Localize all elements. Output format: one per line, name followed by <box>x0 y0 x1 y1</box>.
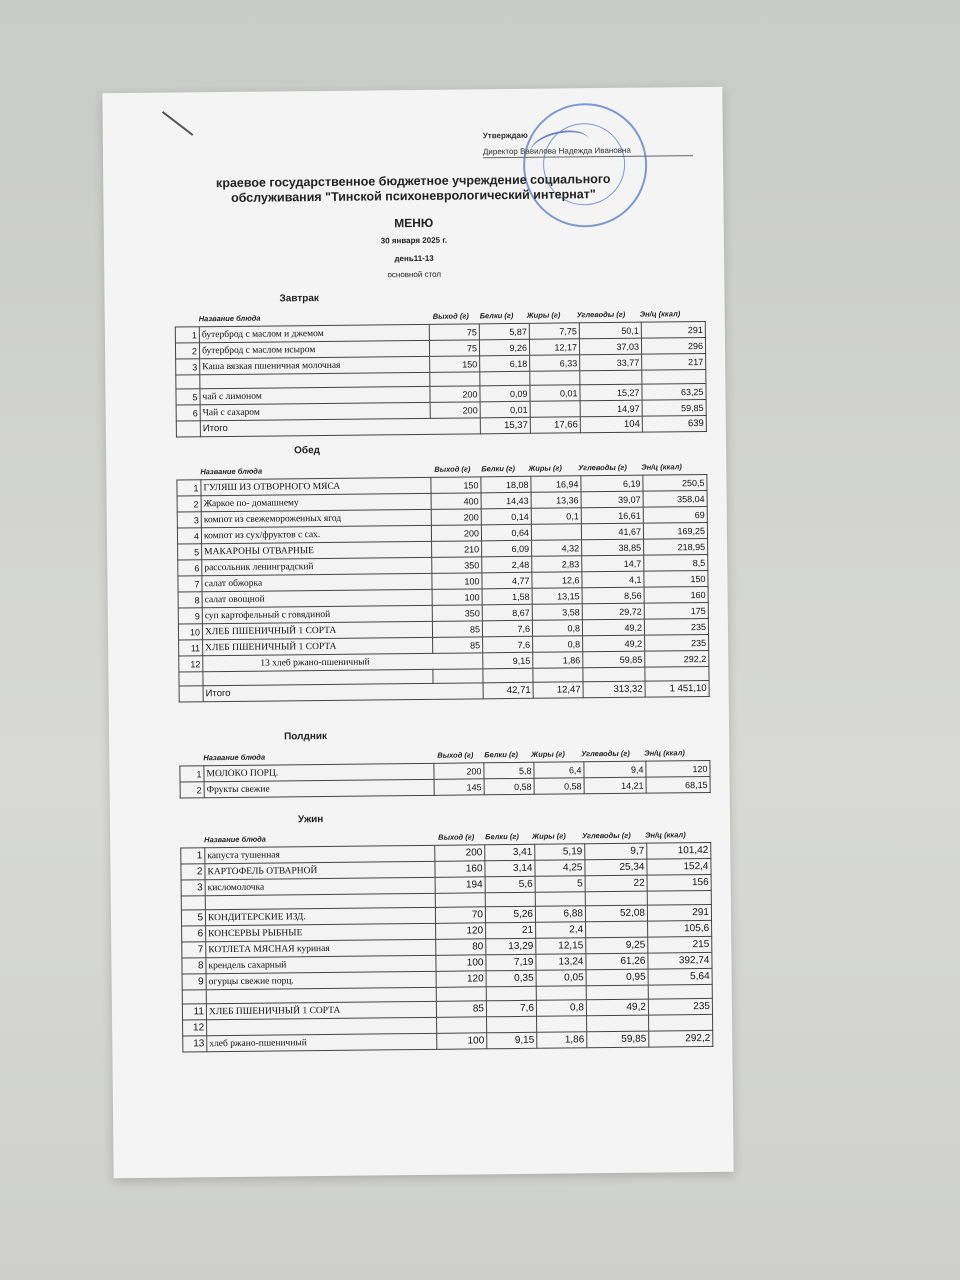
row-number: 12 <box>179 656 203 672</box>
nutrition-value: 50,1 <box>579 322 641 339</box>
nutrition-value: 235 <box>648 998 712 1015</box>
nutrition-value: 200 <box>434 763 484 780</box>
director-line: Директор Вавилова Надежда Ивановна <box>483 145 693 158</box>
nutrition-value: 200 <box>430 386 480 403</box>
column-header: Углеводы (г) <box>581 748 630 759</box>
nutrition-value: 0,1 <box>531 508 581 525</box>
row-number: 2 <box>175 343 199 359</box>
nutrition-value: 4,32 <box>532 540 582 557</box>
total-value: 12,47 <box>533 682 583 699</box>
dish-name: ГУЛЯШ ИЗ ОТВОРНОГО МЯСА <box>201 477 431 495</box>
nutrition-value <box>647 890 711 905</box>
nutrition-value: 5,26 <box>485 906 535 923</box>
nutrition-value: 7,6 <box>486 1000 536 1017</box>
menu-date: 30 января 2025 г. <box>380 235 448 246</box>
row-number: 6 <box>176 405 200 421</box>
column-header: Выход (г) <box>434 464 471 474</box>
nutrition-value: 200 <box>430 402 480 419</box>
row-number: 2 <box>177 496 201 512</box>
nutrition-value: 2,83 <box>532 556 582 573</box>
menu-table <box>179 760 710 799</box>
nutrition-value: 2,48 <box>482 556 532 573</box>
nutrition-value <box>587 1015 649 1032</box>
nutrition-value: 49,2 <box>582 619 644 636</box>
column-header: Эн/ц (ккал) <box>644 748 685 758</box>
nutrition-value: 120 <box>436 923 486 940</box>
nutrition-value: 169,25 <box>643 522 707 539</box>
nutrition-value: 85 <box>436 1001 486 1018</box>
nutrition-value: 6,33 <box>530 355 580 372</box>
dish-name: Чай с сахаром <box>200 402 430 420</box>
nutrition-value: 3,58 <box>532 604 582 621</box>
nutrition-value: 12,17 <box>529 339 579 356</box>
nutrition-value: 80 <box>436 939 486 956</box>
column-header: Название блюда <box>204 834 266 845</box>
nutrition-value: 1,86 <box>533 652 583 669</box>
nutrition-value: 0,95 <box>586 969 648 986</box>
dish-name: Каша вязкая пшеничная молочная <box>200 356 430 374</box>
nutrition-value: 6,88 <box>535 906 585 923</box>
row-number: 10 <box>178 624 202 640</box>
nutrition-value: 15,27 <box>580 384 642 401</box>
nutrition-value: 200 <box>431 525 481 542</box>
nutrition-value: 13,36 <box>531 492 581 509</box>
nutrition-value: 3,14 <box>485 860 535 877</box>
nutrition-value: 8,67 <box>482 604 532 621</box>
nutrition-value <box>436 987 486 1002</box>
nutrition-value: 0,01 <box>530 385 580 402</box>
nutrition-value: 14,97 <box>580 400 642 417</box>
nutrition-value: 200 <box>431 509 481 526</box>
row-number: 2 <box>180 782 204 798</box>
nutrition-value <box>530 371 580 386</box>
nutrition-value: 1,86 <box>537 1032 587 1049</box>
dish-name: крендель сахарный <box>206 955 436 973</box>
dish-name: салат овощной <box>202 589 432 607</box>
empty-cell <box>433 669 483 684</box>
nutrition-value: 14,21 <box>584 777 646 794</box>
column-header: Выход (г) <box>432 311 469 321</box>
nutrition-value <box>586 921 648 938</box>
section-title: Ужин <box>297 814 324 826</box>
nutrition-value: 3,41 <box>485 844 535 861</box>
menu-table <box>175 321 707 438</box>
dish-name: Жаркое по- домашнему <box>201 493 431 511</box>
total-spacer <box>176 421 200 437</box>
nutrition-value: 150 <box>431 477 481 494</box>
total-value: 1 451,10 <box>645 680 709 697</box>
nutrition-value <box>536 986 586 1001</box>
nutrition-value: 9,15 <box>487 1032 537 1049</box>
row-number: 8 <box>182 958 206 974</box>
nutrition-value: 59,85 <box>642 399 706 416</box>
nutrition-value: 292,2 <box>645 650 709 667</box>
nutrition-value: 14,7 <box>582 555 644 572</box>
total-label: Итого <box>200 418 480 437</box>
nutrition-value: 194 <box>435 877 485 894</box>
nutrition-value <box>642 369 706 384</box>
nutrition-value <box>430 372 480 387</box>
organization-line-1: краевое государственное бюджетное учреждение социального <box>215 171 611 191</box>
nutrition-value <box>486 986 536 1001</box>
nutrition-value: 100 <box>436 955 486 972</box>
dish-name: КОНДИТЕРСКИЕ ИЗД. <box>205 907 435 925</box>
nutrition-value: 350 <box>432 605 482 622</box>
total-value: 313,32 <box>583 681 645 698</box>
total-value: 42,71 <box>483 682 533 699</box>
nutrition-value: 100 <box>437 1033 487 1050</box>
nutrition-value <box>648 984 712 999</box>
row-number: 7 <box>178 576 202 592</box>
row-number: 6 <box>182 926 206 942</box>
menu-table <box>176 474 709 703</box>
nutrition-value: 400 <box>431 493 481 510</box>
nutrition-value: 296 <box>641 337 705 354</box>
nutrition-value <box>585 891 647 906</box>
nutrition-value: 75 <box>429 340 479 357</box>
nutrition-value: 358,04 <box>643 490 707 507</box>
dish-name: бутерброд с маслом исыром <box>199 340 429 358</box>
nutrition-value: 49,2 <box>586 999 648 1016</box>
nutrition-value: 85 <box>432 621 482 638</box>
dish-name: кисломолочка <box>205 877 435 895</box>
nutrition-value <box>487 1016 537 1033</box>
nutrition-value: 39,07 <box>581 491 643 508</box>
nutrition-value: 7,19 <box>486 954 536 971</box>
row-number: 9 <box>178 608 202 624</box>
nutrition-value: 0,01 <box>480 401 530 418</box>
approved-label: Утверждаю <box>482 130 528 141</box>
nutrition-value <box>480 371 530 386</box>
nutrition-value: 5,64 <box>648 968 712 985</box>
row-number: 8 <box>178 592 202 608</box>
nutrition-value <box>485 892 535 907</box>
nutrition-value <box>537 1016 587 1033</box>
organization-line-2: обслуживания "Тинской психоневрологический интернат" <box>231 187 596 205</box>
nutrition-value <box>649 1014 713 1031</box>
column-header: Жиры (г) <box>532 831 566 841</box>
row-number: 5 <box>178 544 202 560</box>
column-header: Выход (г) <box>437 750 474 760</box>
dish-name: хлеб ржано-пшеничный <box>207 1033 437 1051</box>
nutrition-value: 8,56 <box>582 587 644 604</box>
column-header: Белки (г) <box>481 463 516 474</box>
row-number: 1 <box>181 848 205 864</box>
column-header: Углеводы (г) <box>582 830 631 841</box>
empty-cell <box>483 668 533 683</box>
nutrition-value: 63,25 <box>642 383 706 400</box>
nutrition-value: 9,25 <box>586 937 648 954</box>
nutrition-value: 100 <box>432 573 482 590</box>
nutrition-value: 6,09 <box>482 540 532 557</box>
dish-name: КОНСЕРВЫ РЫБНЫЕ <box>206 923 436 941</box>
nutrition-value: 8,5 <box>644 554 708 571</box>
row-number: 5 <box>176 389 200 405</box>
dish-name: ХЛЕБ ПШЕНИЧНЫЙ 1 СОРТА <box>203 637 433 655</box>
nutrition-value: 120 <box>646 760 710 777</box>
nutrition-value: 7,75 <box>529 323 579 340</box>
total-value: 104 <box>580 416 642 433</box>
row-number-inner: 13 <box>260 658 270 669</box>
nutrition-value: 218,95 <box>644 538 708 555</box>
nutrition-value: 14,43 <box>481 492 531 509</box>
column-header: Эн/ц (ккал) <box>641 462 682 472</box>
menu-table <box>180 842 713 1053</box>
approval-block <box>483 129 693 158</box>
nutrition-value: 4,77 <box>482 572 532 589</box>
official-stamp <box>522 103 647 228</box>
nutrition-value: 0,58 <box>534 778 584 795</box>
nutrition-value: 152,4 <box>647 858 711 875</box>
nutrition-value: 21 <box>486 922 536 939</box>
dish-name: компот из сух/фруктов с сах. <box>201 525 431 543</box>
row-number: 7 <box>182 942 206 958</box>
nutrition-value: 29,72 <box>582 603 644 620</box>
dish-name: МОЛОКО ПОРЦ. <box>204 763 434 781</box>
nutrition-value: 4,25 <box>535 860 585 877</box>
nutrition-value: 392,74 <box>648 952 712 969</box>
nutrition-value: 59,85 <box>587 1031 649 1048</box>
row-number: 6 <box>178 560 202 576</box>
nutrition-value: 7,6 <box>482 620 532 637</box>
row-number: 1 <box>177 480 201 496</box>
row-number: 11 <box>182 1004 206 1020</box>
nutrition-value: 12,6 <box>532 572 582 589</box>
column-header: Название блюда <box>203 752 266 763</box>
nutrition-value: 5,8 <box>484 762 534 779</box>
nutrition-value: 12,15 <box>536 938 586 955</box>
dish-name: огурцы свежие порц. <box>206 971 436 989</box>
dish-name: ХЛЕБ ПШЕНИЧНЫЙ 1 СОРТА <box>202 621 432 639</box>
column-header: Углеводы (г) <box>578 462 627 473</box>
row-number: 2 <box>181 864 205 880</box>
page-title: МЕНЮ <box>394 215 434 231</box>
nutrition-value: 5 <box>535 876 585 893</box>
total-spacer <box>179 686 203 702</box>
nutrition-value: 85 <box>433 637 483 654</box>
row-number: 11 <box>179 640 203 656</box>
empty-cell <box>533 668 583 683</box>
nutrition-value: 6,4 <box>534 762 584 779</box>
nutrition-value: 0,14 <box>481 508 531 525</box>
nutrition-value: 217 <box>642 353 706 370</box>
nutrition-value: 0,8 <box>536 1000 586 1017</box>
nutrition-value <box>530 401 580 418</box>
nutrition-value: 25,34 <box>585 859 647 876</box>
column-header: Эн/ц (ккал) <box>645 830 686 840</box>
nutrition-value: 200 <box>435 845 485 862</box>
row-number <box>182 990 206 1004</box>
nutrition-value: 0,8 <box>533 636 583 653</box>
nutrition-value: 0,35 <box>486 970 536 987</box>
nutrition-value: 0,64 <box>481 524 531 541</box>
nutrition-value <box>437 1017 487 1034</box>
nutrition-value: 210 <box>432 541 482 558</box>
column-header: Название блюда <box>198 313 261 324</box>
nutrition-value: 100 <box>432 589 482 606</box>
dish-name: бутерброд с маслом и джемом <box>199 324 429 342</box>
dish-name: ХЛЕБ ПШЕНИЧНЫЙ 1 СОРТА <box>206 1001 436 1019</box>
nutrition-value: 70 <box>435 907 485 924</box>
nutrition-value: 0,09 <box>480 385 530 402</box>
nutrition-value: 9,7 <box>585 843 647 860</box>
nutrition-value: 101,42 <box>647 842 711 859</box>
column-header: Жиры (г) <box>528 463 562 473</box>
dish-name-text: хлеб ржано-пшеничный <box>269 657 370 669</box>
nutrition-value: 5,6 <box>485 876 535 893</box>
total-value: 15,37 <box>480 417 530 434</box>
nutrition-value: 18,08 <box>481 476 531 493</box>
nutrition-value: 156 <box>647 874 711 891</box>
nutrition-value: 235 <box>644 618 708 635</box>
nutrition-value: 75 <box>429 324 479 341</box>
nutrition-value: 33,77 <box>580 354 642 371</box>
nutrition-value: 350 <box>432 557 482 574</box>
row-number: 9 <box>182 974 206 990</box>
nutrition-value: 9,15 <box>483 652 533 669</box>
dish-name: МАКАРОНЫ ОТВАРНЫЕ <box>202 541 432 559</box>
dish-name: компот из свежемороженных ягод <box>201 509 431 527</box>
nutrition-value: 160 <box>435 861 485 878</box>
dish-name: салат обжорка <box>202 573 432 591</box>
nutrition-value: 150 <box>430 356 480 373</box>
nutrition-value <box>580 370 642 385</box>
nutrition-value: 16,94 <box>531 476 581 493</box>
nutrition-value: 6,18 <box>480 355 530 372</box>
nutrition-value: 1,58 <box>482 588 532 605</box>
nutrition-value: 291 <box>641 321 705 338</box>
nutrition-value: 291 <box>647 904 711 921</box>
column-header: Белки (г) <box>484 749 519 760</box>
empty-cell <box>645 666 709 681</box>
nutrition-value: 235 <box>645 634 709 651</box>
nutrition-value: 175 <box>644 602 708 619</box>
empty-cell <box>583 667 645 682</box>
row-number: 3 <box>177 512 201 528</box>
row-number: 3 <box>181 880 205 896</box>
nutrition-value: 250,5 <box>643 474 707 491</box>
nutrition-value: 4,1 <box>582 571 644 588</box>
nutrition-value: 38,85 <box>582 539 644 556</box>
column-header: Жиры (г) <box>531 749 565 759</box>
nutrition-value: 120 <box>436 971 486 988</box>
section-title: Полдник <box>284 730 328 743</box>
nutrition-value <box>531 524 581 541</box>
nutrition-value: 292,2 <box>649 1030 713 1047</box>
row-number <box>181 896 205 910</box>
row-number: 13 <box>183 1036 207 1052</box>
column-header: Углеводы (г) <box>576 309 626 320</box>
table-type: основной стол <box>387 269 442 280</box>
nutrition-value: 13,15 <box>532 588 582 605</box>
nutrition-value: 68,15 <box>646 776 710 793</box>
nutrition-value: 150 <box>644 570 708 587</box>
section-title: Обед <box>294 445 321 457</box>
dish-name: суп картофельный с говядиной <box>202 605 432 623</box>
nutrition-value: 5,87 <box>479 323 529 340</box>
staple-mark <box>162 111 193 136</box>
row-number: 4 <box>177 528 201 544</box>
dish-name: капуста тушенная <box>205 845 435 863</box>
column-header: Выход (г) <box>438 832 475 842</box>
nutrition-value: 0,05 <box>536 970 586 987</box>
nutrition-value: 0,8 <box>532 620 582 637</box>
nutrition-value: 61,26 <box>586 953 648 970</box>
row-number: 1 <box>180 766 204 782</box>
nutrition-value: 49,2 <box>583 635 645 652</box>
nutrition-value: 37,03 <box>579 338 641 355</box>
nutrition-value: 6,19 <box>581 475 643 492</box>
dish-name: КОТЛЕТА МЯСНАЯ куриная <box>206 939 436 957</box>
nutrition-value: 41,67 <box>581 523 643 540</box>
nutrition-value: 5,19 <box>535 844 585 861</box>
column-header: Жиры (г) <box>526 310 561 320</box>
nutrition-value <box>535 892 585 907</box>
nutrition-value: 215 <box>648 936 712 953</box>
nutrition-value: 16,61 <box>581 507 643 524</box>
column-header: Белки (г) <box>485 831 519 842</box>
row-number: 3 <box>176 359 200 375</box>
dish-name: Фрукты свежие <box>204 779 434 797</box>
nutrition-value: 22 <box>585 875 647 892</box>
column-header: Белки (г) <box>479 310 514 321</box>
row-number <box>176 375 200 389</box>
nutrition-value: 9,4 <box>584 761 646 778</box>
nutrition-value: 160 <box>644 586 708 603</box>
nutrition-value: 52,08 <box>585 905 647 922</box>
total-value: 17,66 <box>530 417 580 434</box>
nutrition-value: 145 <box>434 779 484 796</box>
total-label: Итого <box>203 683 483 702</box>
empty-cell <box>179 672 203 686</box>
nutrition-value: 7,6 <box>483 636 533 653</box>
nutrition-value: 13,24 <box>536 954 586 971</box>
dish-name: КАРТОФЕЛЬ ОТВАРНОЙ <box>205 861 435 879</box>
section-title: Завтрак <box>279 293 319 305</box>
nutrition-value: 0,58 <box>484 778 534 795</box>
nutrition-value: 9,26 <box>479 339 529 356</box>
nutrition-value: 2,4 <box>536 922 586 939</box>
dish-name: чай с лимоном <box>200 386 430 404</box>
dish-name: рассольник ленинградский <box>202 557 432 575</box>
nutrition-value: 105,6 <box>648 920 712 937</box>
nutrition-value: 59,85 <box>583 651 645 668</box>
column-header: Название блюда <box>200 466 263 477</box>
nutrition-value <box>586 985 648 1000</box>
nutrition-value: 13,29 <box>486 938 536 955</box>
row-number: 5 <box>181 910 205 926</box>
total-value: 639 <box>642 415 706 432</box>
menu-day: день11-13 <box>394 253 434 264</box>
nutrition-value: 69 <box>643 506 707 523</box>
nutrition-value <box>435 893 485 908</box>
menu-sheet <box>102 87 733 1178</box>
row-number: 12 <box>183 1020 207 1036</box>
row-number: 1 <box>175 327 199 343</box>
column-header: Эн/ц (ккал) <box>639 309 681 319</box>
